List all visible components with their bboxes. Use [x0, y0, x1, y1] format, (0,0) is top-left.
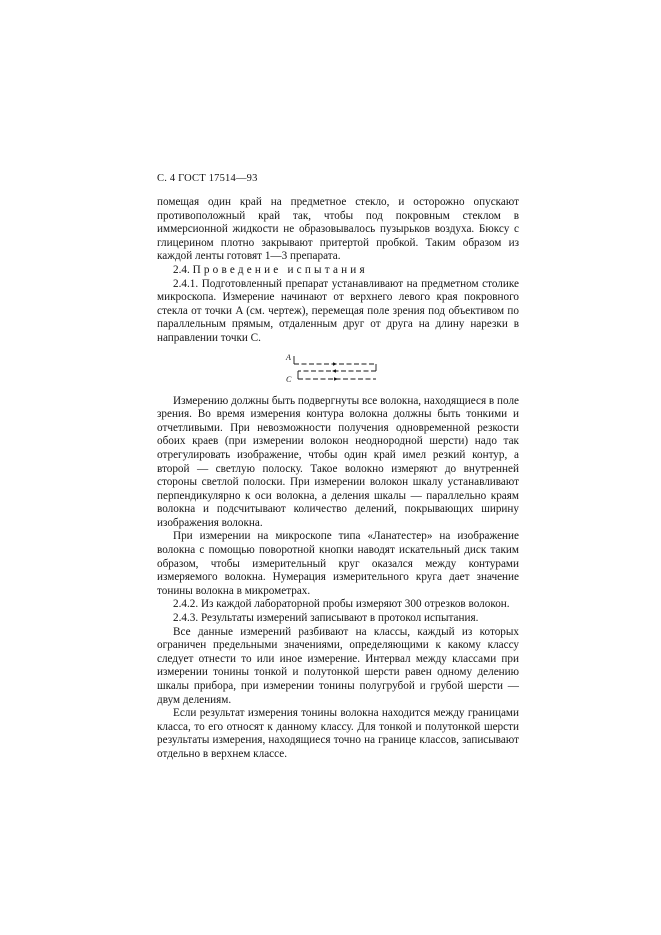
- section-heading-2-4: [157, 264, 519, 278]
- paragraph-class-boundary: Если результат измерения тонины волокна находится между границами класса, то его относят к данному классу. Для тонкой и полутонкой шерсти результаты измерения, находящиеся точно на границе классов, записывают отдельно в верхнем классе.: [157, 707, 519, 760]
- paragraph-2-4-2: 2.4.2. Из каждой лабораторной пробы измеряют 300 отрезков волокон.: [173, 598, 510, 611]
- paragraph-continuation: помещая один край на предметное стекло, и осторожно опускают противоположный край так, чтобы под покровным стеклом в иммерсионной жидкости не образовывалось пузырьков воздуха. Бюксу с глицерином плотно закрывают притертой пробкой. Таким образом из каждой ленты готовят 1—3 препарата.: [157, 196, 519, 263]
- paragraph-2-4-1: 2.4.1. Подготовленный препарат устанавливают на предметном столике микроскопа. Измерение начинают от верхнего левого края покровного стекла от точки A (см. чертеж), перемещая поле зрения под объективом по параллельным прямым, отдаленным друг от друга на длину нарезки в направлении точки С.: [157, 277, 519, 344]
- paragraph-2-4-3: 2.4.3. Результаты измерений записывают в протокол испытания.: [173, 612, 479, 625]
- section-title: Проведение испытания: [192, 263, 368, 276]
- scan-path: [294, 356, 376, 379]
- scan-path-diagram: [282, 353, 382, 387]
- paragraph-measurement: Измерению должны быть подвергнуты все волокна, находящиеся в поле зрения. Во время измерения контура волокна должны быть тонкими и отчетливыми. При невозможности получения одновременной резкости обоих краев (при измерении волокон неоднородной шерсти) надо так отрегулировать изображение, чтобы один край имел резкий контур, а второй — светлую полоску. Такое волокно измеряют до внутренней стороны светлой полоски. При измерении волокон шкалу устанавливают перпендикулярно к оси волокна, а деления шкалы — параллельно краям волокна и подсчитывают количество делений, покрывающих ширину изображения волокна.: [157, 394, 519, 529]
- paragraph-classes: Все данные измерений разбивают на классы, каждый из которых ограничен предельными значениями, определяющими к какому классу следует отнести то или иное измерение. Интервал между классами при измерении тонины тонкой и полутонкой шерсти равен одному делению шкалы прибора, при измерении тонины полугрубой и грубой шерсти — двум делениям.: [157, 625, 519, 706]
- point-c-label: C: [286, 374, 292, 384]
- point-a-label: A: [286, 352, 291, 362]
- page-header: С. 4 ГОСТ 17514—93: [157, 173, 258, 184]
- direction-arrows: [332, 362, 338, 381]
- section-number: 2.4.: [173, 263, 190, 276]
- paragraph-lanatester: При измерении на микроскопе типа «Ланатестер» на изображение волокна с помощью поворотной кнопки наводят искательный диск таким образом, чтобы измерительный круг оказался между контурами измеряемого волокна. Нумерация измерительного круга дает значение тонины волокна в микрометрах.: [157, 530, 519, 597]
- document-body: [157, 196, 519, 762]
